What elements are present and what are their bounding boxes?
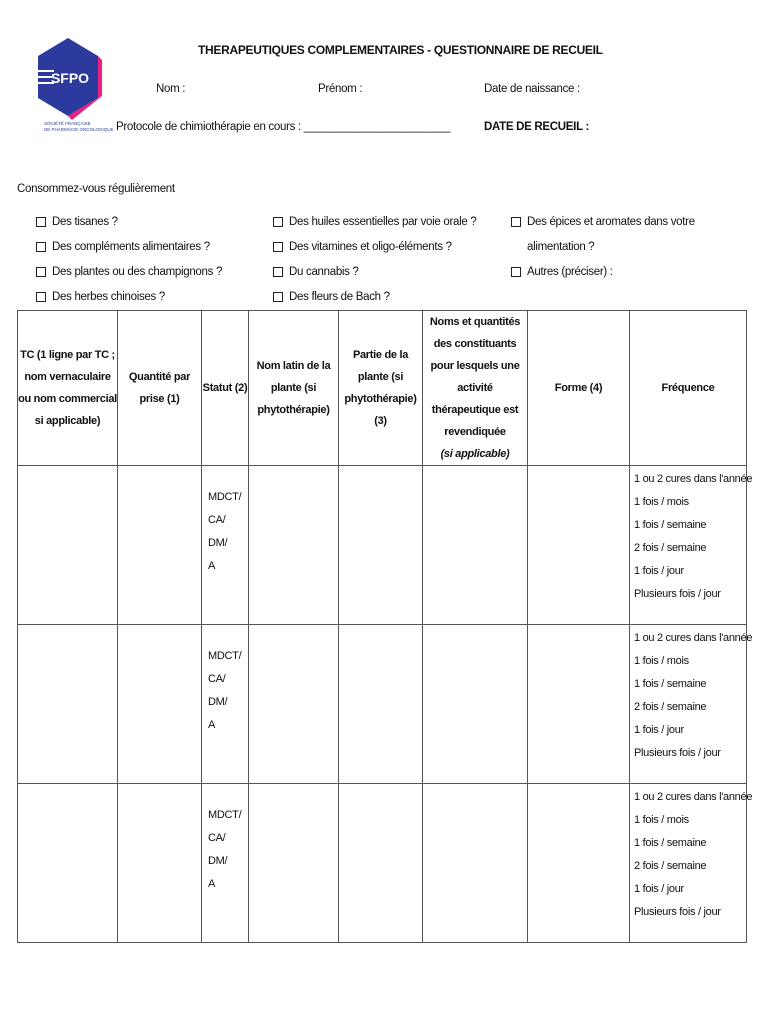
header-statut: Statut (2)	[202, 311, 249, 466]
checkbox-icon[interactable]	[36, 217, 46, 227]
checkbox-item[interactable]: Des tisanes ?	[36, 210, 222, 235]
checkbox-item[interactable]: Des huiles essentielles par voie orale ?	[273, 210, 476, 235]
cell-tc[interactable]	[18, 466, 118, 625]
cell-quantite[interactable]	[118, 625, 202, 784]
checkbox-icon[interactable]	[273, 292, 283, 302]
table-header-row	[18, 311, 747, 466]
cell-forme[interactable]	[528, 625, 630, 784]
checkbox-item[interactable]: Des plantes ou des champignons ?	[36, 260, 222, 285]
date-recueil-label: DATE DE RECUEIL :	[484, 121, 590, 133]
checkbox-item[interactable]: Des compléments alimentaires ?	[36, 235, 222, 260]
cell-constituants[interactable]	[423, 625, 528, 784]
cell-statut[interactable]: MDCT/ CA/ DM/ A	[202, 466, 249, 625]
cell-statut[interactable]: MDCT/ CA/ DM/ A	[202, 625, 249, 784]
header-tc: TC (1 ligne par TC ; nom vernaculaire ou nom commercial si applicable)	[18, 311, 118, 466]
consumption-question: Consommez-vous régulièrement	[17, 183, 175, 195]
protocole-label: Protocole de chimiothérapie en cours : ________________________	[116, 121, 451, 133]
page-title: THERAPEUTIQUES COMPLEMENTAIRES - QUESTIONNAIRE DE RECUEIL	[198, 43, 603, 57]
header-quantite: Quantité par prise (1)	[118, 311, 202, 466]
cell-nom-latin[interactable]	[249, 625, 339, 784]
consumption-col-1	[36, 210, 222, 310]
checkbox-icon[interactable]	[36, 242, 46, 252]
nom-label: Nom :	[156, 83, 186, 95]
prenom-label: Prénom :	[318, 83, 363, 95]
cell-tc[interactable]	[18, 625, 118, 784]
date-naissance-label: Date de naissance :	[484, 83, 580, 95]
cell-forme[interactable]	[528, 466, 630, 625]
header-nom-latin: Nom latin de la plante (si phytothérapie)	[249, 311, 339, 466]
cell-statut[interactable]: MDCT/ CA/ DM/ A	[202, 784, 249, 943]
cell-constituants[interactable]	[423, 466, 528, 625]
header-forme: Forme (4)	[528, 311, 630, 466]
cell-nom-latin[interactable]	[249, 466, 339, 625]
cell-frequence[interactable]: 1 ou 2 cures dans l'année 1 fois / mois 1 fois / semaine 2 fois / semaine 1 fois / jour Plusieurs fois / jour	[630, 784, 747, 943]
checkbox-item[interactable]: Des épices et aromates dans votre	[511, 210, 695, 235]
checkbox-item[interactable]: Des herbes chinoises ?	[36, 285, 222, 310]
cell-frequence[interactable]: 1 ou 2 cures dans l'année 1 fois / mois 1 fois / semaine 2 fois / semaine 1 fois / jour Plusieurs fois / jour	[630, 625, 747, 784]
logo-text: SFPO	[50, 70, 90, 86]
cell-partie-plante[interactable]	[339, 784, 423, 943]
checkbox-icon[interactable]	[36, 292, 46, 302]
checkbox-icon[interactable]	[511, 217, 521, 227]
table-row	[18, 784, 747, 943]
cell-constituants[interactable]	[423, 784, 528, 943]
questionnaire-table	[17, 310, 753, 918]
header-note: (si applicable)	[440, 448, 510, 460]
checkbox-icon[interactable]	[36, 267, 46, 277]
checkbox-icon[interactable]	[511, 267, 521, 277]
checkbox-icon[interactable]	[273, 217, 283, 227]
header-partie-plante: Partie de la plante (si phytothérapie) (3)	[339, 311, 423, 466]
cell-nom-latin[interactable]	[249, 784, 339, 943]
logo-subtitle: SOCIÉTÉ FRANÇAISE DE PHARMACIE ONCOLOGIQUE	[44, 121, 114, 132]
checkbox-icon[interactable]	[273, 242, 283, 252]
cell-partie-plante[interactable]	[339, 466, 423, 625]
cell-forme[interactable]	[528, 784, 630, 943]
checkbox-item[interactable]: Des vitamines et oligo-éléments ?	[273, 235, 476, 260]
cell-quantite[interactable]	[118, 466, 202, 625]
sfpo-logo-mark	[32, 36, 112, 122]
cell-quantite[interactable]	[118, 784, 202, 943]
table-row	[18, 625, 747, 784]
cell-tc[interactable]	[18, 784, 118, 943]
checkbox-item-continuation: alimentation ?	[527, 241, 595, 253]
header-constituants: Noms et quantités des constituants pour lesquels une activité thérapeutique est revendiquée (si applicable)	[423, 311, 528, 466]
checkbox-item[interactable]: Du cannabis ?	[273, 260, 476, 285]
table-row	[18, 466, 747, 625]
cell-frequence[interactable]: 1 ou 2 cures dans l'année 1 fois / mois 1 fois / semaine 2 fois / semaine 1 fois / jour Plusieurs fois / jour	[630, 466, 747, 625]
consumption-col-3	[511, 210, 695, 285]
consumption-col-2	[273, 210, 476, 310]
checkbox-item[interactable]: Des fleurs de Bach ?	[273, 285, 476, 310]
header-frequence: Fréquence	[630, 311, 747, 466]
checkbox-icon[interactable]	[273, 267, 283, 277]
cell-partie-plante[interactable]	[339, 625, 423, 784]
checkbox-item[interactable]: Autres (préciser) :	[511, 260, 695, 285]
